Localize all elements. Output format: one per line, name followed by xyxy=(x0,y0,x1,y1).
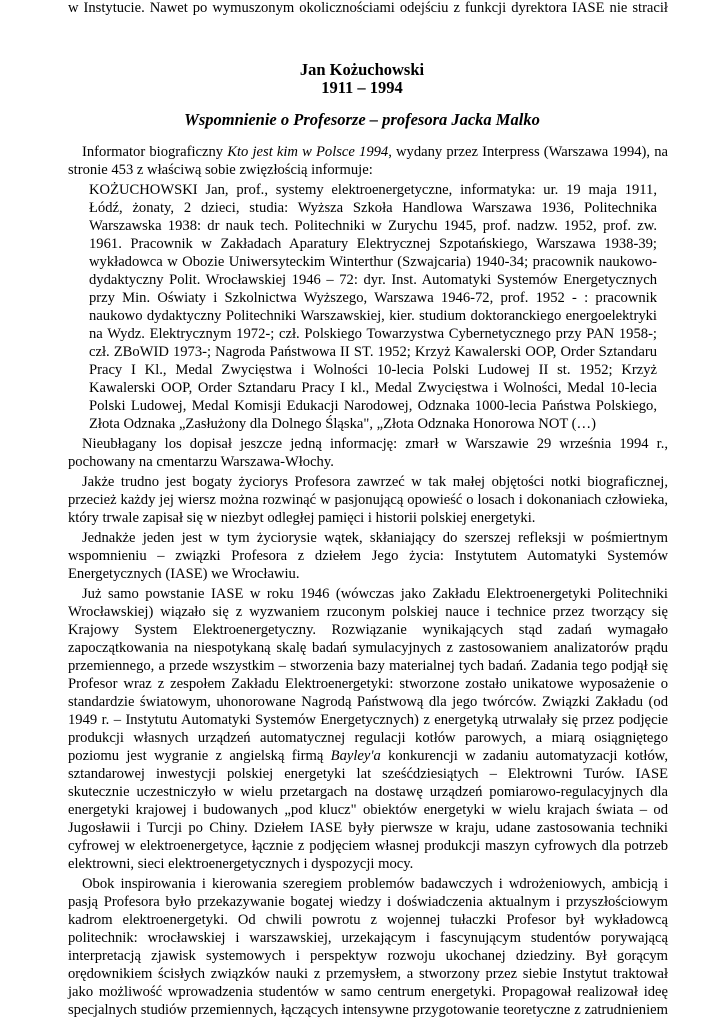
italic-title: Bayley'a xyxy=(330,748,381,764)
text-line xyxy=(89,326,657,342)
text-line xyxy=(68,1002,668,1018)
line-text: naukowo dydaktyczny Politechniki Warszawskiej, kier. studium doktoranckiego energoelektryki xyxy=(89,308,657,324)
line-text: Złota Odznaka „Zasłużony dla Dolnego Śląska", „Złota Odznaka Honorowa NOT (…) xyxy=(89,416,596,432)
text-line xyxy=(68,604,668,620)
text-line xyxy=(68,548,668,564)
text-line xyxy=(89,362,657,378)
line-text: poziomu jest wygranie z angielską firmą xyxy=(68,748,331,764)
line-text: Kawalerski OOP, Order Sztandaru Pracy I kl., Medal Zwycięstwa i Wolności, Medal 10-lecia xyxy=(89,380,657,396)
text-line xyxy=(82,144,668,160)
line-text: kadrom elektroenergetyki. Od chwili powrotu z wojennej tułaczki Profesor był wykładowcą xyxy=(68,912,668,928)
text-line xyxy=(68,694,668,710)
text-line xyxy=(89,308,657,324)
line-text: Warszawska 1938: dr nauk tech. Politechniki w Zurychu 1945, prof. nadzw. 1952, prof. zw. xyxy=(89,218,657,234)
line-text: KOŻUCHOWSKI Jan, prof., systemy elektroenergetyczne, informatyka: ur. 19 maja 1911, xyxy=(89,182,657,198)
line-text: Jednakże jeden jest w tym życiorysie wątek, skłaniający do szerszej refleksji w pośmiertnym xyxy=(82,530,668,546)
author-name: Jan Kożuchowski xyxy=(299,60,425,79)
line-text: 1949 r. – Instytutu Automatyki Systemów Energetycznych) z energetyką utrwalały się przez podjęcie xyxy=(68,712,668,728)
line-text: jako możliwość wprowadzenia studentów w samo centrum energetyki. Propagował realizował ideę xyxy=(68,984,668,1000)
text-line xyxy=(68,622,668,638)
text-line xyxy=(89,398,657,414)
text-line xyxy=(68,802,668,818)
line-text: pasją Profesora było przekazywanie bogatej wiedzy i doświadczenia aktualnym i przyszłościowym xyxy=(68,894,668,910)
text-line xyxy=(68,566,668,582)
line-text: Łódź, żonaty, 2 dzieci, studia: Wyższa Szkoła Handlowa Warszawa 1936, Politechnika xyxy=(89,200,657,216)
line-text: energetyki krajowej i budowanych „pod klucz" obiektów energetyki w wielu krajach świata – od xyxy=(68,802,668,818)
line-text: sztandarowej inwestycji polskiej energetyki lat sześćdziesiątych – Elektrowni Turów. IASE xyxy=(68,766,668,782)
line-text: czł. ZBoWID 1973-; Nagroda Państwowa II ST. 1952; Krzyż Kawalerski OOP, Order Sztandaru xyxy=(89,344,657,360)
line-text: Obok inspirowania i kierowania szeregiem problemów badawczych i wdrożeniowych, ambicją i xyxy=(82,876,668,892)
text-line xyxy=(82,436,668,452)
line-text: Informator biograficzny xyxy=(82,144,228,160)
text-line xyxy=(89,344,657,360)
line-text: standardzie światowym, uhonorowane Nagrodą Państwową dla jego twórców. Związki Zakładu (od xyxy=(68,694,668,710)
line-text: Profesor wraz z zespołem Zakładu Elektroenergetyki: stworzone zostało unikatowe wyposażenie o xyxy=(68,676,668,692)
line-text: politechnik: wrocławskiej i warszawskiej, urzekającym i fascynującym studentów porywającą xyxy=(68,930,668,946)
line-text: produkcji własnych urządzeń automatycznej regulacji kotłów parowych, a miarą osiągniętego xyxy=(68,730,668,746)
line-text: Już samo powstanie IASE w roku 1946 (wówczas jako Zakładu Elektroenergetyki Politechniki xyxy=(82,586,668,602)
text-line xyxy=(68,838,668,854)
text-line xyxy=(89,254,657,270)
line-text: w Instytucie. Nawet po wymuszonym okolicznościami odejściu z funkcji dyrektora IASE nie stracił xyxy=(68,0,668,16)
text-line xyxy=(68,784,668,800)
line-text: przecież każdy jej wiersz można rozwinąć w pasjonującą opowieść o losach i dokonaniach człowieka, xyxy=(68,492,668,508)
text-line xyxy=(68,984,668,1000)
text-line xyxy=(68,730,668,746)
line-text: zapoczątkowania na niespotykaną skalę badań symulacyjnych z zastosowaniem analizatorów prądu xyxy=(68,640,668,656)
text-line xyxy=(68,510,668,526)
text-line xyxy=(68,912,668,928)
line-text: pochowany na cmentarzu Warszawa-Włochy. xyxy=(68,454,334,470)
line-text: specjalnych studiów przemiennych, łączących intensywne przygotowanie teoretyczne z zatrudnieniem xyxy=(68,1002,668,1018)
line-text: wspomnieniu – związki Profesora z dziełem Jego życia: Instytutem Automatyki Systemów xyxy=(68,548,668,564)
line-text: Energetycznych (IASE) we Wrocławiu. xyxy=(68,566,300,582)
text-line xyxy=(89,272,657,288)
text-line xyxy=(68,454,668,470)
text-line xyxy=(89,416,657,432)
text-line xyxy=(89,380,657,396)
text-line xyxy=(68,0,668,16)
line-text: Nieubłagany los dopisał jeszcze jedną informację: zmarł w Warszawie 29 września 1994 r., xyxy=(82,436,668,452)
line-text: interpretacją zjawisk systemowych i perspektyw rozwoju ukochanej dziedziny. Był gorącym xyxy=(68,948,668,964)
text-line xyxy=(68,492,668,508)
line-text: Krajowy System Elektroenergetyczny. Rozwiązanie wynikających stąd zadań wymagało xyxy=(68,622,668,638)
text-line xyxy=(68,948,668,964)
text-line xyxy=(89,290,657,306)
line-text: który trwale zapisał się w niezbyt odległej pamięci i historii polskiej energetyki. xyxy=(68,510,536,526)
text-line xyxy=(68,712,668,728)
text-line xyxy=(68,856,668,872)
line-text: , wydany przez Interpress (Warszawa 1994), na xyxy=(388,144,668,160)
line-text: Pracy I Kl., Medal Zwycięstwa i Wolności 10-lecia Polski Ludowej II st. 1952; Krzyż xyxy=(89,362,657,378)
text-line xyxy=(68,766,668,782)
text-line xyxy=(89,236,657,252)
text-line xyxy=(82,876,668,892)
text-line xyxy=(68,930,668,946)
text-line xyxy=(68,748,668,764)
text-line xyxy=(89,182,657,198)
line-text: wykładowca w Obozie Uniwersyteckim Winterthur (Szwajcaria) 1940-34; pracownik naukowo- xyxy=(89,254,657,270)
text-line xyxy=(68,820,668,836)
text-line xyxy=(68,676,668,692)
text-line xyxy=(68,162,668,178)
line-text: konkurencji w zadaniu automatyzacji kotłów, xyxy=(380,748,669,764)
life-years: 1911 – 1994 xyxy=(321,78,403,97)
line-text: cyfrowej w elektroenergetyce, łącznie z podjęciem własnej produkcji maszyn cyfrowych dla potrzeb xyxy=(68,838,668,854)
text-line xyxy=(82,474,668,490)
line-text: orędownikiem ścisłych związków nauki z przemysłem, a stworzony przez siebie Instytut traktował xyxy=(68,966,668,982)
text-line xyxy=(89,218,657,234)
line-text: na Wydz. Elektrycznym 1972-; czł. Polskiego Towarzystwa Cybernetycznego przy PAN 1958-; xyxy=(89,326,657,342)
line-text: 1961. Pracownik w Zakładach Aparatury Elektrycznej Szpotańskiego, Warszawa 1938-39; xyxy=(89,236,657,252)
line-text: przemiennego, a przede wszystkim – stworzenia bazy materialnej tych badań. Zadania tego podjął się xyxy=(68,658,668,674)
line-text: elektrowni, sieci elektroenergetycznych i dyspozycji mocy. xyxy=(68,856,414,872)
line-text: skutecznie uczestniczyło w wielu przetargach na dostawę urządzeń pomiarowo-regulacyjnych dla xyxy=(68,784,668,800)
text-line xyxy=(82,586,668,602)
line-text: Polski Ludowej, Medal Komisji Edukacji Narodowej, Odznaka 1000-lecia Państwa Polskiego, xyxy=(89,398,657,414)
line-text: dydaktyczny Polit. Wrocławskiej 1946 – 72: dyr. Inst. Automatyki Systemów Energetycznych xyxy=(89,272,657,288)
text-line xyxy=(68,966,668,982)
text-line xyxy=(89,200,657,216)
text-line xyxy=(82,530,668,546)
line-text: Jakże trudno jest bogaty życiorys Profesora zawrzeć w tak małej objętości notki biograficznej, xyxy=(82,474,668,490)
text-line xyxy=(68,894,668,910)
line-text: Wrocławskiej) wiązało się z wyzwaniem rzuconym polskiej nauce i technice przez tworzący się xyxy=(68,604,668,620)
line-text: stronie 453 z właściwą sobie zwięzłością informuje: xyxy=(68,162,373,178)
memoir-subtitle: Wspomnienie o Profesorze – profesora Jacka Malko xyxy=(184,110,540,129)
text-line xyxy=(68,640,668,656)
text-line xyxy=(68,658,668,674)
italic-title: Kto jest kim w Polsce 1994 xyxy=(227,144,389,160)
line-text: przy Min. Oświaty i Szkolnictwa Wyższego, Warszawa 1946-72, prof. 1952 - : pracownik xyxy=(89,290,657,306)
line-text: Jugosławii i Turcji po Chiny. Dziełem IASE były pierwsze w kraju, udane zastosowania techniki xyxy=(68,820,668,836)
